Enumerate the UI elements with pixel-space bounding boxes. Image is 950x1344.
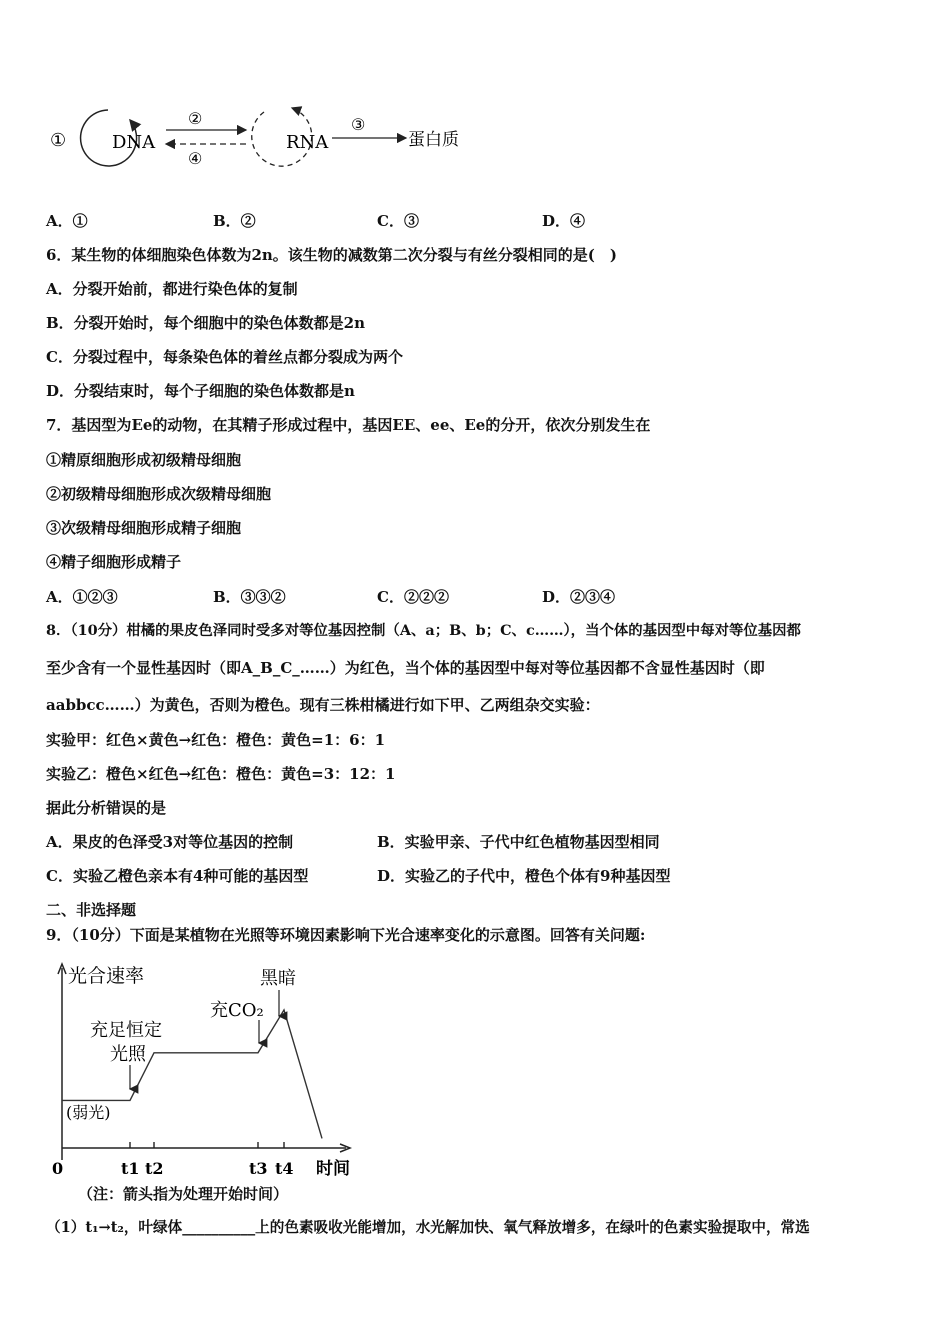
q9-stem: 9．（10分）下面是某植物在光照等环境因素影响下光合速率变化的示意图。回答有关问题: xyxy=(46,926,646,944)
q7-option-b: B．③③② xyxy=(213,588,286,606)
section-heading: 二、非选择题 xyxy=(46,901,137,919)
origin-label: 0 xyxy=(52,1159,64,1178)
q8-option-c: C．实验乙橙色亲本有4种可能的基因型 xyxy=(46,867,309,885)
photosynthesis-rate-chart xyxy=(46,958,386,1208)
annotation-full-light-1: 充足恒定 xyxy=(90,1020,162,1041)
rna-label: RNA xyxy=(286,132,329,153)
q7-option-c: C．②②② xyxy=(377,588,449,606)
q8-option-b: B．实验甲亲、子代中红色植物基因型相同 xyxy=(377,833,660,851)
q7-item-3: ③次级精母细胞形成精子细胞 xyxy=(46,519,242,537)
tick-label-t3: t3 xyxy=(249,1159,268,1178)
label-1: ① xyxy=(50,130,67,151)
q7-item-4: ④精子细胞形成精子 xyxy=(46,553,182,571)
q8-ask: 据此分析错误的是 xyxy=(46,799,167,817)
chart-note: （注：箭头指为处理开始时间） xyxy=(78,1185,289,1203)
q6-option-c: C．分裂过程中，每条染色体的着丝点都分裂成为两个 xyxy=(46,348,403,366)
tick-label-t1: t1 xyxy=(121,1159,140,1178)
q7-item-2: ②初级精母细胞形成次级精母细胞 xyxy=(46,485,272,503)
q8-exp-1: 实验甲：红色×黄色→红色：橙色：黄色=1：6：1 xyxy=(46,731,386,749)
annotation-dark: 黑暗 xyxy=(260,968,296,989)
q7-stem: 7．基因型为Ee的动物，在其精子形成过程中，基因EE、ee、Ee的分开，依次分别发生在 xyxy=(46,416,651,434)
q6-stem: 6．某生物的体细胞染色体数为2n。该生物的减数第二次分裂与有丝分裂相同的是( ) xyxy=(46,246,617,264)
central-dogma-figure xyxy=(46,98,476,176)
protein-label: 蛋白质 xyxy=(408,130,459,150)
q8-exp-2: 实验乙：橙色×红色→红色：橙色：黄色=3：12：1 xyxy=(46,765,396,783)
tick-label-t4: t4 xyxy=(275,1159,294,1178)
q5-option-d: D．④ xyxy=(542,212,586,230)
q8-line-2: 至少含有一个显性基因时（即A_B_C_……）为红色，当个体的基因型中每对等位基因都不含显性基因时（即 xyxy=(46,659,765,677)
q7-option-a: A．①②③ xyxy=(46,588,118,606)
label-4: ④ xyxy=(188,149,203,168)
q7-item-1: ①精原细胞形成初级精母细胞 xyxy=(46,451,242,469)
q6-option-a: A．分裂开始前，都进行染色体的复制 xyxy=(46,280,298,298)
x-axis-label: 时间 xyxy=(316,1159,350,1179)
q8-line-3: aabbcc……）为黄色，否则为橙色。现有三株柑橘进行如下甲、乙两组杂交实验： xyxy=(46,696,600,714)
dna-label: DNA xyxy=(112,132,156,153)
q5-option-b: B．② xyxy=(213,212,256,230)
q8-option-d: D．实验乙的子代中，橙色个体有9种基因型 xyxy=(377,867,671,885)
q6-option-b: B．分裂开始时，每个细胞中的染色体数都是2n xyxy=(46,314,366,332)
label-3: ③ xyxy=(351,115,366,134)
y-axis-label: 光合速率 xyxy=(68,965,145,987)
q8-option-a: A．果皮的色泽受3对等位基因的控制 xyxy=(46,833,294,851)
tick-label-t2: t2 xyxy=(145,1159,164,1178)
annotation-co2: 充CO₂ xyxy=(210,1000,264,1021)
q5-option-c: C．③ xyxy=(377,212,419,230)
annotation-weak-light: (弱光) xyxy=(66,1103,111,1122)
q9-sub-1: （1）t₁→t₂，叶绿体__________上的色素吸收光能增加，水光解加快、氧气释放增多，在绿叶的色素实验提取中，常选 xyxy=(46,1219,810,1236)
q8-line-1: 8．（10分）柑橘的果皮色泽同时受多对等位基因控制（A、a；B、b；C、c……），当个体的基因型中每对等位基因都 xyxy=(46,622,801,639)
q7-option-d: D．②③④ xyxy=(542,588,616,606)
annotation-full-light-2: 光照 xyxy=(110,1044,146,1065)
q6-option-d: D．分裂结束时，每个子细胞的染色体数都是n xyxy=(46,382,355,400)
q5-option-a: A．① xyxy=(46,212,88,230)
label-2: ② xyxy=(188,109,203,128)
